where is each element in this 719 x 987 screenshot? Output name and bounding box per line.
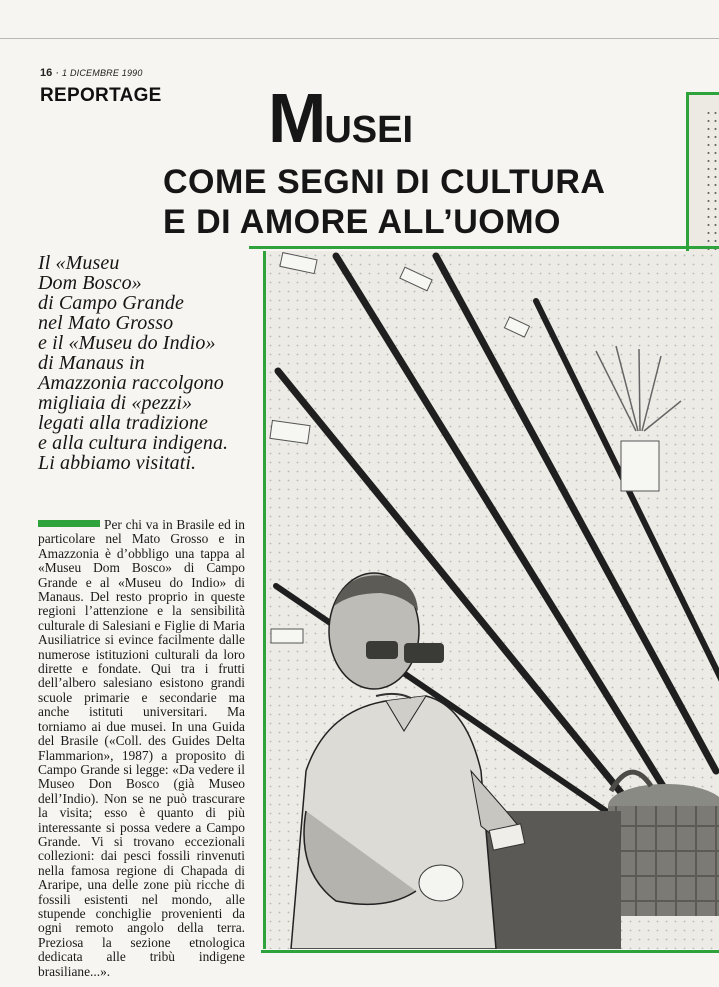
title-rest: USEI	[324, 109, 414, 151]
woven-basket	[608, 772, 719, 916]
section-label: REPORTAGE	[40, 85, 162, 106]
museum-photo-illustration	[266, 251, 719, 949]
white-object	[419, 865, 463, 901]
glasses-left	[366, 641, 398, 659]
article-intro: Il «Museu Dom Bosco» di Campo Grande nel Mato Grosso e il «Museu do Indio» di Manaus in Amazzonia raccolgono migliaia di «pezzi» legati alla tradizione e alla cultura indigena. Li abbiamo visitati.	[38, 252, 229, 474]
accent-rule-bottom	[261, 950, 719, 953]
article-body-text: Per chi va in Brasile ed in particolare nel Mato Grosso e in Amazzonia è d’obbligo una tappa al «Museu Dom Bosco» di Campo Grande e al «Museu do Indio» di Manaus. Del resto proprio in queste regioni l’attenzione e la sensibilità culturale di Salesiani e Figlie di Maria Ausiliatrice si evince facilmente dalle numerose istituzioni culturali da loro dirette e fondate. Qui tra i frutti dell’albero salesiano esistono grandi scuole primarie e secondarie ma anche istituti universitari. Ma torniamo ai due musei. In una Guida del Brasile («Coll. des Guides Delta Flammarion», 1987) a proposito di Campo Grande si legge: «Da vedere il Museo Don Bosco (già Museo dell’Indio). Non se ne può trascurare la visita; esso è quanto di più interessante si possa vedere a Campo Grande. Vi si trovano eccezionali collezioni: dai pesci fossili rinvenuti nella famosa regione di Chapada di Araripe, una delle zone più ricche di fossili esistenti nel mondo, alle stupende conchiglie provenienti da ogni remoto angolo della terra. Preziosa la sezione etnologica dedicata alle tribù indigene brasiliane...».	[38, 517, 245, 979]
glasses-right	[404, 643, 444, 663]
lead-accent-bar	[38, 520, 100, 527]
page-number: 16	[40, 67, 53, 79]
subtitle-line-1: COME SEGNI DI CULTURA	[163, 163, 606, 201]
article-body	[38, 518, 245, 979]
folio-separator: ·	[55, 67, 59, 79]
top-rule	[0, 38, 719, 39]
subtitle-line-2: E DI AMORE ALL’UOMO	[163, 203, 561, 241]
title-initial: M	[268, 79, 325, 157]
article-title	[268, 79, 414, 157]
issue-date: 1 DICEMBRE 1990	[62, 68, 143, 78]
accent-rule-top	[249, 246, 719, 249]
page-folio	[40, 67, 143, 79]
museum-photo	[263, 251, 719, 949]
